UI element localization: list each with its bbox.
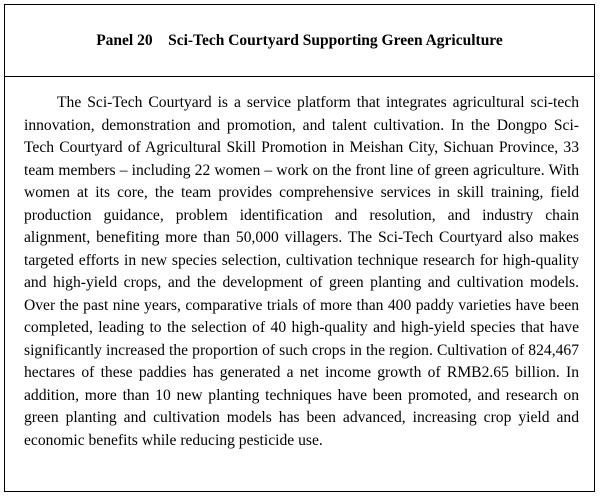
panel-box xyxy=(4,4,595,492)
panel-paragraph: The Sci-Tech Courtyard is a service platform that integrates agricultural sci-tech innovation, demonstration and promotion, and talent cultivation. In the Dongpo Sci-Tech Courtyard of Agricultural Skill Promotion in Meishan City, Sichuan Province, 33 team members – including 22 women – work on the front line of green agriculture. With women at its core, the team provides comprehensive services in skill training, field production guidance, problem identification and resolution, and industry chain alignment, benefiting more than 50,000 villagers. The Sci-Tech Courtyard also makes targeted efforts in new species selection, cultivation technique research for high-quality and high-yield crops, and the development of green planting and cultivation models. Over the past nine years, comparative trials of more than 400 paddy varieties have been completed, leading to the selection of 40 high-quality and high-yield species that have significantly increased the proportion of such crops in the region. Cultivation of 824,467 hectares of these paddies has generated a net income growth of RMB2.65 billion. In addition, more than 10 new planting techniques have been promoted, and research on green planting and cultivation models has been advanced, increasing crop yield and economic benefits while reducing pesticide use. xyxy=(24,94,579,449)
panel-title xyxy=(96,32,503,50)
panel-body xyxy=(5,77,594,452)
panel-header xyxy=(5,5,594,77)
panel-heading: Sci-Tech Courtyard Supporting Green Agriculture xyxy=(168,31,503,49)
panel-label: Panel 20 xyxy=(96,31,153,49)
